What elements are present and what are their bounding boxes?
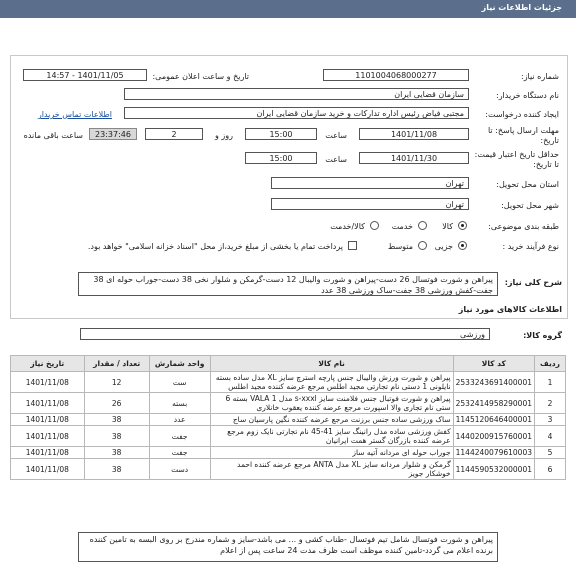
cell-name: گرمکن و شلوار مردانه سایز XL مدل ANTA مرجع عرضه کننده احمد خوشکار جویز <box>210 459 453 480</box>
table-row <box>11 372 566 393</box>
cell-name: جوراب حوله ای مردانه آتیه ساز <box>210 447 453 459</box>
summary-field: پیراهن و شورت فوتسال 26 دست-پیراهن و شورت والیبال 12 دست-گرمکن و شلوار نخی 38 دست-جوراب حوله ای 38 جفت-کفش ورزشی 38 جفت-ساک ورزشی 38 عدد <box>78 272 498 296</box>
col-code: کد کالا <box>453 356 534 372</box>
table-row <box>11 459 566 480</box>
deadline-time-label: ساعت <box>325 131 347 140</box>
cell-name: پیراهن و شورت فوتبال جنس فلامنت سایز s-xxxl مدل VALA 1 بسته 6 ستی نام تجاری والا اسپورت مرجع عرضه کننده یعقوب خانلاری <box>210 393 453 414</box>
table-row <box>11 426 566 447</box>
cell-qty: 38 <box>84 447 149 459</box>
goods-group-field: ورزشی <box>80 328 490 340</box>
cell-unit: بسته <box>149 393 210 414</box>
city-label: شهر محل تحویل: <box>501 201 559 210</box>
goods-table-header <box>11 356 566 372</box>
purchase-partial-radio[interactable] <box>458 241 467 250</box>
cell-qty: 26 <box>84 393 149 414</box>
requester-label: ایجاد کننده درخواست: <box>485 110 559 119</box>
remaining-label: ساعت باقی مانده <box>23 131 83 140</box>
treasury-payment-checkbox[interactable] <box>348 241 357 250</box>
cell-code: 1144240079610003 <box>453 447 534 459</box>
summary-label: شرح کلی نیاز: <box>504 278 562 287</box>
cell-unit: جفت <box>149 447 210 459</box>
need-number-label: شماره نیاز: <box>521 72 559 81</box>
goods-section-title: اطلاعات کالاهای مورد نیاز <box>458 305 562 314</box>
cell-name: ساک ورزشی ساده جنس برزنت مرجع عرضه کننده نگین پارسیان ساج <box>210 414 453 426</box>
validity-time-field: 15:00 <box>245 152 317 164</box>
purchase-label: نوع فرآیند خرید : <box>502 242 559 251</box>
deadline-time-field: 15:00 <box>245 128 317 140</box>
purchase-medium-label: متوسط <box>387 242 413 251</box>
table-row <box>11 393 566 414</box>
cell-unit: عدد <box>149 414 210 426</box>
deadline-date-field: 1401/11/08 <box>359 128 469 140</box>
remaining-time-field: 23:37:46 <box>89 128 137 140</box>
col-name: نام کالا <box>210 356 453 372</box>
cell-name: پیراهن و شورت ورزش والیبال جنس پارچه استرچ سایز XL مدل ساده بسته نایلونی 1 دستی نام تجارتی مجید اطلس مرجع عرضه کننده مجید اطلس <box>210 372 453 393</box>
goods-group-label: گروه کالا: <box>523 331 562 340</box>
cell-unit: ست <box>149 372 210 393</box>
cell-date: 1401/11/08 <box>11 459 85 480</box>
cell-name: کفش ورزشی ساده مدل رانینگ سایز 41-45 نام تجارتی نایک زوم مرجع عرضه کننده بازرگان گستر همت ایرانیان <box>210 426 453 447</box>
cell-row: 3 <box>535 414 566 426</box>
cell-code: 2533243691400001 <box>453 372 534 393</box>
category-service-radio[interactable] <box>418 221 427 230</box>
validity-date-field: 1401/11/30 <box>359 152 469 164</box>
category-goods-radio[interactable] <box>458 221 467 230</box>
category-goods-label: کالا <box>442 222 453 231</box>
treasury-payment-note: پرداخت تمام یا بخشی از مبلغ خرید،از محل "اسناد خزانه اسلامی" خواهد بود. <box>87 242 343 251</box>
cell-date: 1401/11/08 <box>11 372 85 393</box>
category-label: طبقه بندی موضوعی: <box>488 222 559 231</box>
cell-qty: 38 <box>84 414 149 426</box>
cell-code: 2532414958290001 <box>453 393 534 414</box>
buyer-org-field: سازمان قضایی ایران <box>124 88 469 100</box>
page-header <box>0 0 576 18</box>
category-mixed-radio[interactable] <box>370 221 379 230</box>
cell-date: 1401/11/08 <box>11 393 85 414</box>
table-row <box>11 414 566 426</box>
cell-code: 1440200915760001 <box>453 426 534 447</box>
deadline-label: مهلت ارسال پاسخ: تا تاریخ: <box>487 126 559 145</box>
announce-field: 1401/11/05 - 14:57 <box>23 69 147 81</box>
col-qty: تعداد / مقدار <box>84 356 149 372</box>
table-row <box>11 447 566 459</box>
purchase-medium-radio[interactable] <box>418 241 427 250</box>
cell-row: 5 <box>535 447 566 459</box>
cell-code: 1144590532000001 <box>453 459 534 480</box>
days-field: 2 <box>145 128 203 140</box>
cell-qty: 38 <box>84 459 149 480</box>
cell-row: 6 <box>535 459 566 480</box>
purchase-partial-label: جزیی <box>434 242 453 251</box>
cell-date: 1401/11/08 <box>11 414 85 426</box>
cell-date: 1401/11/08 <box>11 426 85 447</box>
validity-label: حداقل تاریخ اعتبار قیمت: تا تاریخ: <box>474 150 559 169</box>
buyer-org-label: نام دستگاه خریدار: <box>496 91 559 100</box>
category-service-label: خدمت <box>391 222 413 231</box>
cell-qty: 12 <box>84 372 149 393</box>
cell-qty: 38 <box>84 426 149 447</box>
category-mixed-label: کالا/خدمت <box>330 222 365 231</box>
need-number-field: 1101004068000277 <box>323 69 469 81</box>
province-label: استان محل تحویل: <box>496 180 559 189</box>
col-row: ردیف <box>535 356 566 372</box>
cell-row: 2 <box>535 393 566 414</box>
requester-field: مجتبی فیاض رئیس اداره تدارکات و خرید سازمان قضایی ایران <box>124 107 469 119</box>
cell-row: 4 <box>535 426 566 447</box>
announce-label: تاریخ و ساعت اعلان عمومی: <box>152 72 249 81</box>
days-label: روز و <box>215 131 233 140</box>
cell-unit: جفت <box>149 426 210 447</box>
col-date: تاریخ نیاز <box>11 356 85 372</box>
page-title: جزئیات اطلاعات نیاز <box>481 3 562 12</box>
cell-date: 1401/11/08 <box>11 447 85 459</box>
cell-code: 1145120646400001 <box>453 414 534 426</box>
city-field: تهران <box>271 198 469 210</box>
validity-time-label: ساعت <box>325 155 347 164</box>
col-unit: واحد شمارش <box>149 356 210 372</box>
cell-row: 1 <box>535 372 566 393</box>
goods-table <box>10 355 566 480</box>
contact-link[interactable]: اطلاعات تماس خریدار <box>37 110 112 119</box>
province-field: تهران <box>271 177 469 189</box>
buyer-notes-field: پیراهن و شورت فوتسال شامل تیم فوتسال -طناب کشی و ... می باشد-سایز و شماره مندرج بر روی البسه به تامین کننده برنده اعلام می گردد-تامین کننده موظف است ظرف مدت 24 ساعت پس از اعلام <box>78 532 498 562</box>
cell-unit: دست <box>149 459 210 480</box>
